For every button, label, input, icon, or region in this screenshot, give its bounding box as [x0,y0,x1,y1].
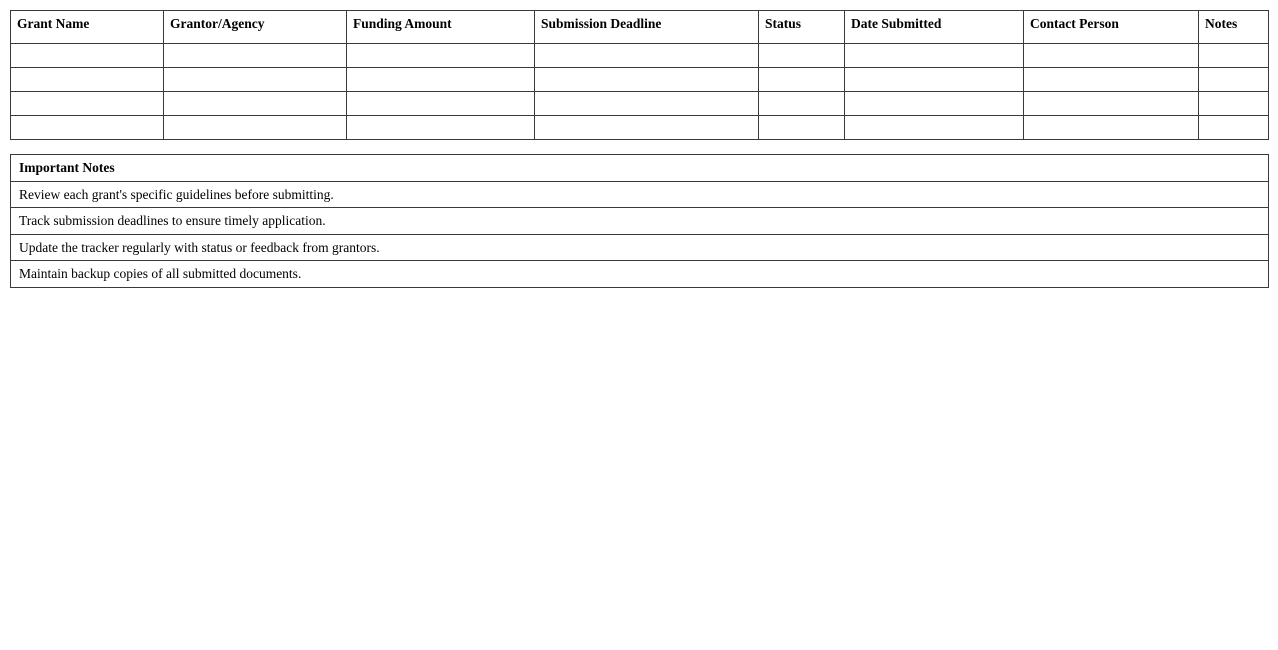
cell-grantor-agency[interactable] [164,92,347,116]
cell-submission-deadline[interactable] [535,44,759,68]
cell-funding-amount[interactable] [347,68,535,92]
list-item [11,234,1269,261]
column-header-notes: Notes [1199,11,1269,44]
cell-notes[interactable] [1199,116,1269,140]
cell-funding-amount[interactable] [347,44,535,68]
cell-grant-name[interactable] [11,116,164,140]
cell-date-submitted[interactable] [845,116,1024,140]
column-header-funding-amount: Funding Amount [347,11,535,44]
cell-notes[interactable] [1199,44,1269,68]
cell-contact-person[interactable] [1024,44,1199,68]
cell-grantor-agency[interactable] [164,68,347,92]
cell-grant-name[interactable] [11,68,164,92]
cell-status[interactable] [759,92,845,116]
cell-grant-name[interactable] [11,44,164,68]
cell-notes[interactable] [1199,68,1269,92]
column-header-submission-deadline: Submission Deadline [535,11,759,44]
cell-submission-deadline[interactable] [535,68,759,92]
notes-heading-row [11,155,1269,182]
cell-date-submitted[interactable] [845,92,1024,116]
list-item [11,208,1269,235]
cell-funding-amount[interactable] [347,92,535,116]
cell-grant-name[interactable] [11,92,164,116]
column-header-status: Status [759,11,845,44]
cell-notes[interactable] [1199,92,1269,116]
cell-status[interactable] [759,44,845,68]
column-header-grantor-agency: Grantor/Agency [164,11,347,44]
table-row [11,44,1269,68]
cell-grantor-agency[interactable] [164,44,347,68]
cell-grantor-agency[interactable] [164,116,347,140]
note-item-4: Maintain backup copies of all submitted documents. [11,261,1269,288]
cell-contact-person[interactable] [1024,68,1199,92]
table-row [11,68,1269,92]
cell-contact-person[interactable] [1024,92,1199,116]
cell-funding-amount[interactable] [347,116,535,140]
note-item-2: Track submission deadlines to ensure timely application. [11,208,1269,235]
notes-heading: Important Notes [11,155,1269,182]
table-row [11,92,1269,116]
note-item-1: Review each grant's specific guidelines before submitting. [11,181,1269,208]
cell-submission-deadline[interactable] [535,116,759,140]
cell-status[interactable] [759,68,845,92]
cell-submission-deadline[interactable] [535,92,759,116]
cell-contact-person[interactable] [1024,116,1199,140]
column-header-grant-name: Grant Name [11,11,164,44]
note-item-3: Update the tracker regularly with status or feedback from grantors. [11,234,1269,261]
grant-tracker-table [10,10,1269,140]
list-item [11,181,1269,208]
table-row [11,116,1269,140]
list-item [11,261,1269,288]
table-gap-divider [10,140,1268,154]
cell-date-submitted[interactable] [845,44,1024,68]
cell-status[interactable] [759,116,845,140]
table-header-row [11,11,1269,44]
important-notes-table [10,154,1269,288]
column-header-date-submitted: Date Submitted [845,11,1024,44]
column-header-contact-person: Contact Person [1024,11,1199,44]
cell-date-submitted[interactable] [845,68,1024,92]
